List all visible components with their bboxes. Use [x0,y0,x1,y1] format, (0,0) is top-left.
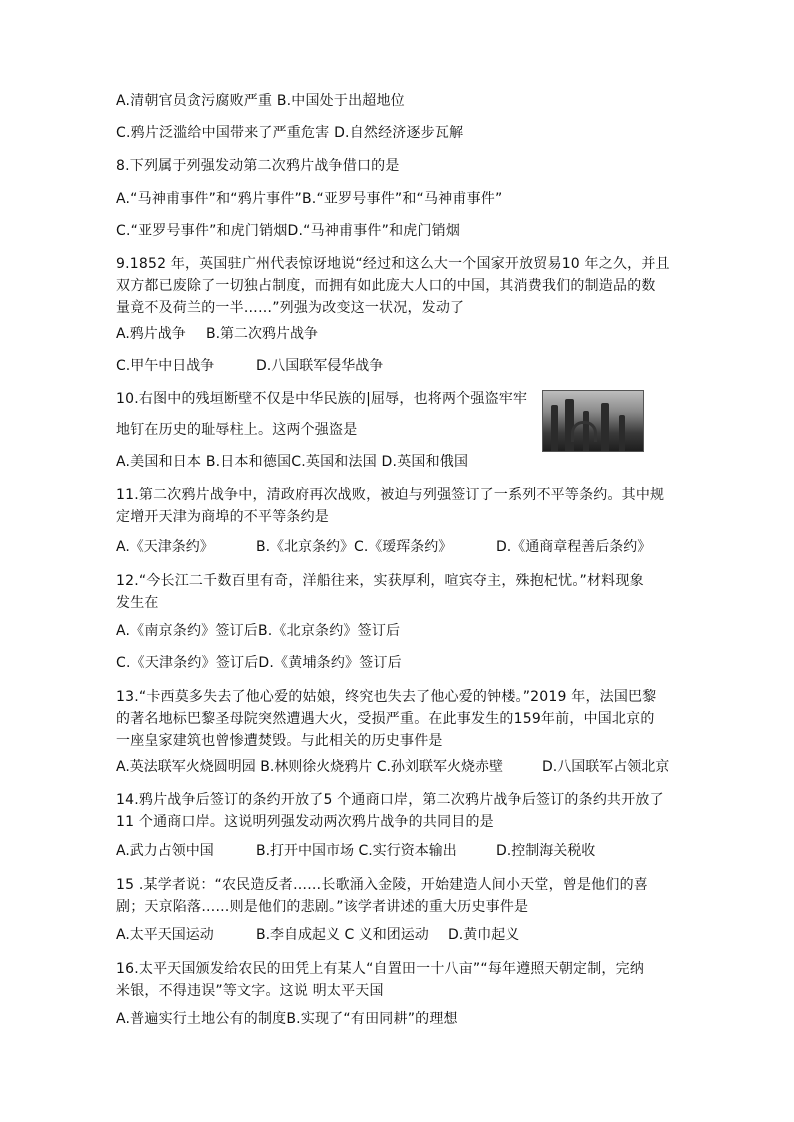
q11-question-line1: 11.第二次鸦片战争中，清政府再次战败，被迫与列强签订了一系列不平等条约。其中规 [116,487,665,503]
q9-option-c: C.甲午中日战争 [116,358,215,374]
q12-question-line1: 12.“今长江二千数百里有奇，洋船往来，实获厚利，喧宾夺主，殊抱杞忧。”材料现象 [116,573,644,589]
q8-question: 8.下列属于列强发动第二次鸦片战争借口的是 [116,158,400,174]
q9-option-d: D.八国联军侵华战争 [256,358,384,374]
q14-option-bc: B.打开中国市场 C.实行资本输出 [256,843,457,859]
ruins-photo [542,390,644,452]
q7-options-ab: A.清朝官员贪污腐败严重 B.中国处于出超地位 [116,93,405,109]
q9-option-a: A.鸦片战争 [116,326,186,342]
q10-question-line1: 10.右图中的残垣断壁不仅是中华民族的|屈辱，也将两个强盗牢牢 [116,391,528,407]
q14-option-a: A.武力占领中国 [116,843,214,859]
q13-question-line2: 的著名地标巴黎圣母院突然遭遇大火，受损严重。在此事发生的159年前，中国北京的 [116,711,655,727]
q15-option-a: A.太平天国运动 [116,927,214,943]
q11-question-line2: 定增开天津为商埠的不平等条约是 [116,509,329,525]
q10-options: A.美国和日本 B.日本和德国C.英国和法国 D.英国和俄国 [116,454,469,470]
q9-question-line3: 量竟不及荷兰的一半……”列强为改变这一状况，发动了 [116,300,465,316]
q12-question-line2: 发生在 [116,595,159,611]
q15-question-line1: 15 .某学者说：“农民造反者……长歌涌入金陵，开始建造人间小天堂，曾是他们的喜 [116,877,648,893]
q9-question-line1: 9.1852 年，英国驻广州代表惊讶地说“经过和这么大一个国家开放贸易10 年之久，并且 [116,256,670,272]
q15-option-d: D.黄巾起义 [448,927,520,943]
q8-options-cd: C.“亚罗号事件”和虎门销烟D.“马神甫事件”和虎门销烟 [116,223,461,239]
q15-option-bc: B.李自成起义 C 义和团运动 [256,927,429,943]
q13-question-line3: 一座皇家建筑也曾惨遭焚毁。与此相关的历史事件是 [116,733,443,749]
q10-question-line2: 地钉在历史的耻辱柱上。这两个强盗是 [116,422,358,438]
q8-options-ab: A.“马神甫事件”和“鸦片事件”B.“亚罗号事件”和“马神甫事件” [116,191,503,207]
q16-options-ab: A.普遍实行土地公有的制度B.实现了“有田同耕”的理想 [116,1011,458,1027]
q15-question-line2: 剧；天京陷落……则是他们的悲剧。”该学者讲述的重大历史事件是 [116,899,529,915]
q16-question-line1: 16.太平天国颁发给农民的田凭上有某人“自置田一十八亩”“每年遵照天朝定制，完纳 [116,961,645,977]
q13-option-abc: A.英法联军火烧圆明园 B.林则徐火烧鸦片 C.孙刘联军火烧赤壁 [116,759,503,775]
q16-question-line2: 米银，不得违误”等文字。这说 明太平天国 [116,983,384,999]
q14-question-line2: 11 个通商口岸。这说明列强发动两次鸦片战争的共同目的是 [116,814,494,830]
q13-option-d: D.八国联军占领北京 [542,759,670,775]
q13-question-line1: 13.“卡西莫多失去了他心爱的姑娘，终究也失去了他心爱的钟楼。”2019 年，法国巴黎 [116,689,657,705]
q12-options-cd: C.《天津条约》签订后D.《黄埔条约》签订后 [116,655,402,671]
q11-option-a: A.《天津条约》 [116,539,214,555]
q7-options-cd: C.鸦片泛滥给中国带来了严重危害 D.自然经济逐步瓦解 [116,125,464,141]
q12-options-ab: A.《南京条约》签订后B.《北京条约》签订后 [116,623,401,639]
q11-option-d: D.《通商章程善后条约》 [496,539,652,555]
q14-question-line1: 14.鸦片战争后签订的条约开放了5 个通商口岸，第二次鸦片战争后签订的条约共开放了 [116,792,664,808]
q14-option-d: D.控制海关税收 [496,843,596,859]
q11-option-bc: B.《北京条约》C.《瑷珲条约》 [256,539,453,555]
q9-question-line2: 双方都已废除了一切独占制度，而拥有如此庞大人口的中国，其消费我们的制造品的数 [116,278,656,294]
q9-option-b: B.第二次鸦片战争 [206,326,319,342]
